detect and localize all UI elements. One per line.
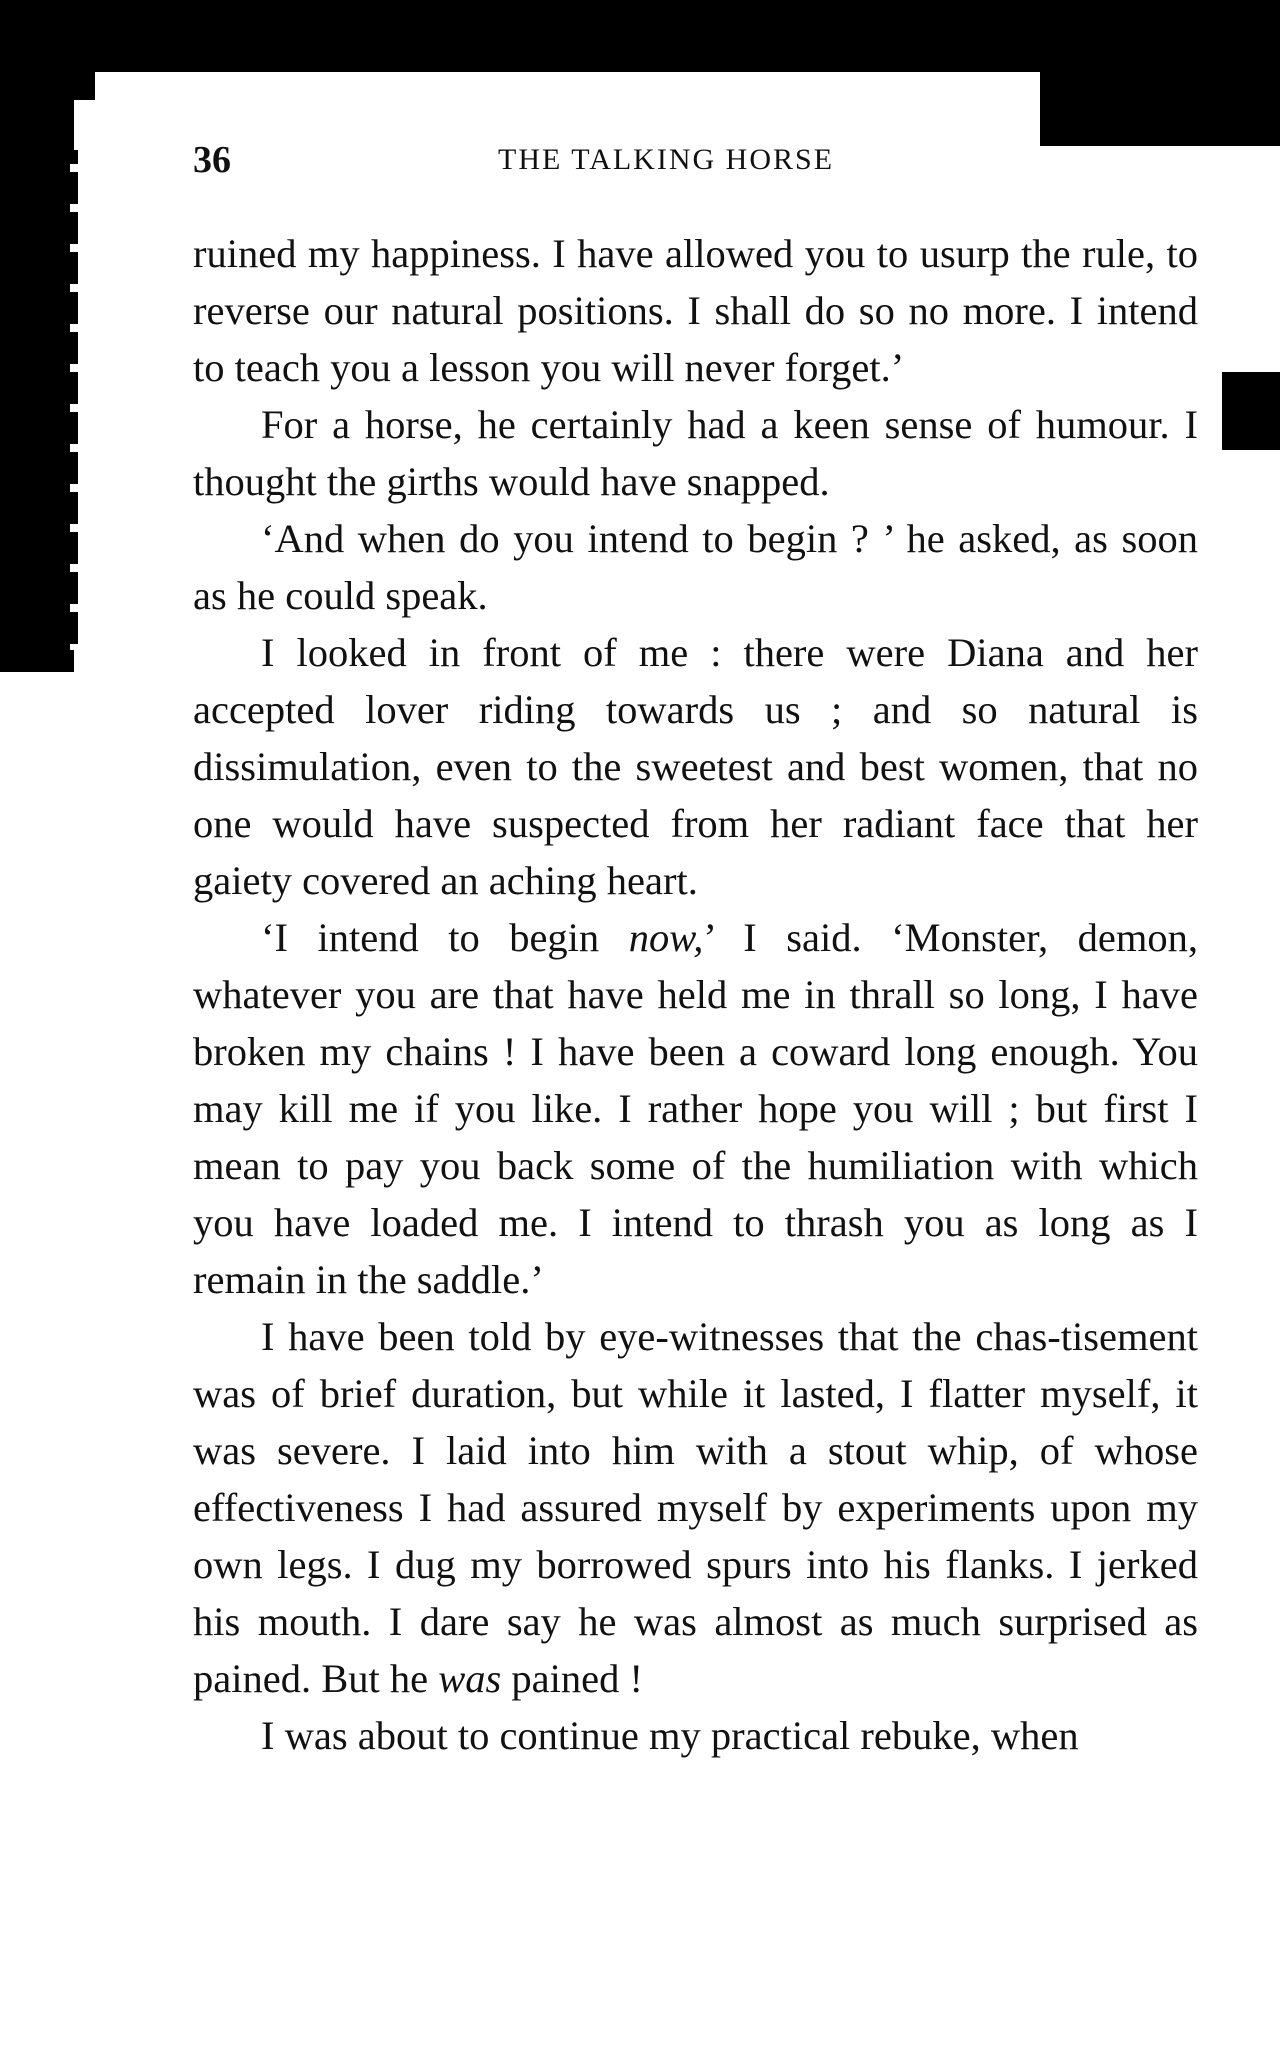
scan-border-left bbox=[0, 72, 74, 672]
scan-border-top-right bbox=[1040, 60, 1280, 146]
paragraph bbox=[193, 1707, 1198, 1764]
paragraph-text: I was about to continue my practical rebuke, when bbox=[261, 1713, 1079, 1758]
paragraph-text: ‘And when do you intend to begin ? ’ he asked, as soon as he could speak. bbox=[193, 516, 1198, 618]
paragraph-text: ‘I intend to begin bbox=[261, 915, 629, 960]
paragraph bbox=[193, 510, 1198, 624]
paragraph-text: For a horse, he certainly had a keen sense of humour. I thought the girths would have snapped. bbox=[193, 402, 1198, 504]
paragraph bbox=[193, 225, 1198, 396]
page-header bbox=[193, 138, 1193, 188]
italic-text: was bbox=[438, 1656, 502, 1701]
scan-border-right-block bbox=[1222, 372, 1280, 450]
running-title: THE TALKING HORSE bbox=[498, 143, 835, 176]
paragraph-text: I looked in front of me : there were Diana and her accepted lover riding towards us ; and so natural is dissimulation, even to the sweetest and best women, that no one would have suspected from her radiant face that her gaiety covered an aching heart. bbox=[193, 630, 1198, 903]
paragraph bbox=[193, 909, 1198, 1308]
scan-border-left-edge bbox=[70, 150, 78, 650]
paragraph-text: ’ I said. ‘Monster, demon, whatever you are that have held me in thrall so long, I have broken my chains ! I have been a coward long enough. You may kill me if you like. I rather hope you will ; but first I mean to pay you back some of the humiliation with which you have loaded me. I intend to thrash you as long as I remain in the saddle.’ bbox=[193, 915, 1198, 1302]
paragraph-text: pained ! bbox=[501, 1656, 643, 1701]
italic-text: now, bbox=[628, 915, 704, 960]
paragraph bbox=[193, 624, 1198, 909]
page-number: 36 bbox=[193, 139, 231, 181]
paragraph-text: I have been told by eye-witnesses that the chas-tisement was of brief duration, but while it lasted, I flatter myself, it was severe. I laid into him with a stout whip, of whose effectiveness I had assured myself by experiments upon my own legs. I dug my borrowed spurs into his flanks. I jerked his mouth. I dare say he was almost as much surprised as pained. But he bbox=[193, 1314, 1198, 1701]
paragraph bbox=[193, 396, 1198, 510]
page-body bbox=[193, 225, 1198, 1764]
paragraph-text: ruined my happiness. I have allowed you to usurp the rule, to reverse our natural positions. I shall do so no more. I intend to teach you a lesson you will never forget.’ bbox=[193, 231, 1198, 390]
paragraph bbox=[193, 1308, 1198, 1707]
